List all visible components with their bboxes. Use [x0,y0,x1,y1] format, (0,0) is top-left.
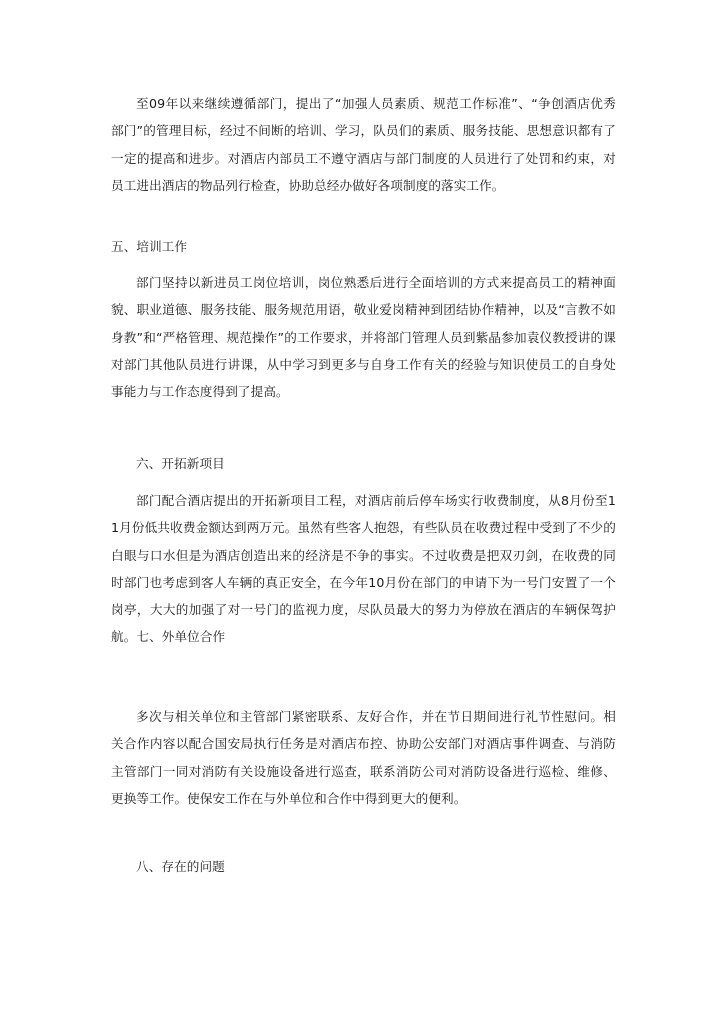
paragraph-team-management: 至09年以来继续遵循部门，提出了“加强人员素质、规范工作标准”、“争创酒店优秀部门”的管理目标，经过不间断的培训、学习，队员们的素质、服务技能、思想意识都有了一定的提高和进步。对酒店内部员工不遵守酒店与部门制度的人员进行了处罚和约束，对员工进出酒店的物品列行检查，协助总经办做好各项制度的落实工作。 [111,96,616,193]
section-heading-existing-problems: 八、存在的问题 [136,859,225,874]
section-heading-training: 五、培训工作 [111,239,188,254]
paragraph-external-cooperation: 多次与相关单位和主管部门紧密联系、友好合作，并在节日期间进行礼节性慰问。相关合作内容以配合国安局执行任务是对酒店布控、协助公安部门对酒店事件调查、与消防主管部门一同对消防有关设施设备进行巡查，联系消防公司对消防设备进行巡检、维修、更换等工作。使保安工作在与外单位和合作中得到更大的便利。 [111,709,616,806]
section-heading-new-projects: 六、开拓新项目 [136,456,225,471]
paragraph-new-projects: 部门配合酒店提出的开拓新项目工程，对酒店前后停车场实行收费制度，从8月份至11月份低共收费金额达到两万元。虽然有些客人抱怨，有些队员在收费过程中受到了不少的白眼与口水但是为酒店创造出来的经济是不争的事实。不过收费是把双刃剑，在收费的同时部门也考虑到客人车辆的真正安全，在今年10月份在部门的申请下为一号门安置了一个岗亭，大大的加强了对一号门的监视力度，尽队员最大的努力为停放在酒店的车辆保驾护航。七、外单位合作 [111,493,616,645]
paragraph-training: 部门坚持以新进员工岗位培训，岗位熟悉后进行全面培训的方式来提高员工的精神面貌、职业道德、服务技能、服务规范用语，敬业爱岗精神到团结协作精神，以及“言教不如身教”和“严格管理、规范操作”的工作要求，并将部门管理人员到紫晶参加袁仪教授讲的课对部门其他队员进行讲课，从中学习到更多与自身工作有关的经验与知识使员工的自身处事能力与工作态度得到了提高。 [111,275,616,400]
